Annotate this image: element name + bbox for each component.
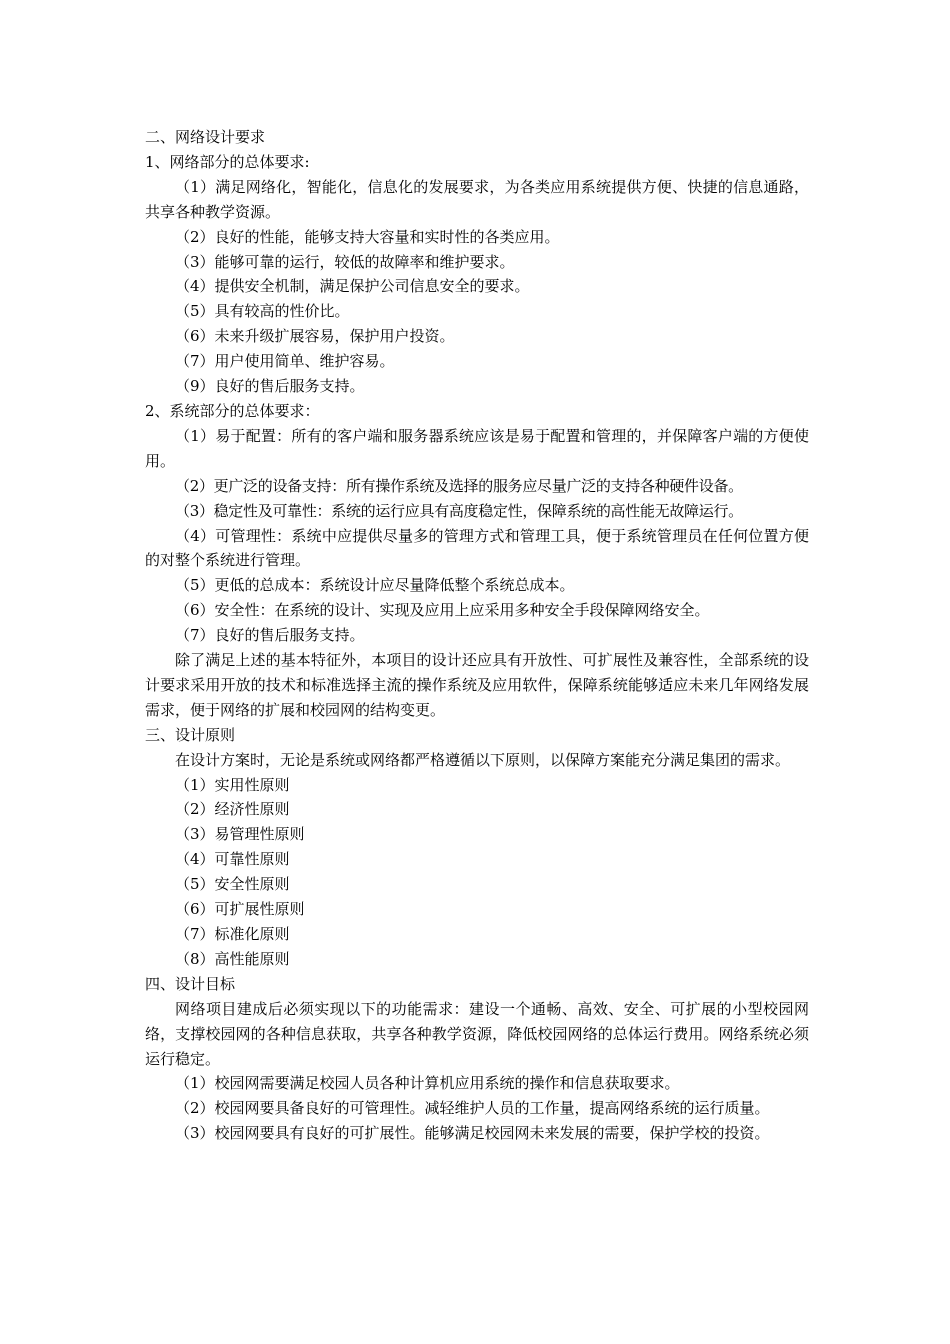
list-item: （3）易管理性原则 [175,825,305,844]
list-item: （9）良好的售后服务支持。 [175,377,365,396]
list-item: （2）良好的性能，能够支持大容量和实时性的各类应用。 [175,227,560,246]
list-item: （8）高性能原则 [175,949,290,968]
section-heading-network-design-requirements: 二、网络设计要求 [145,128,266,146]
list-item: （5）具有较高的性价比。 [175,302,350,321]
list-item: （5）安全性原则 [175,875,290,894]
subsection-heading-system-requirements: 2、系统部分的总体要求： [145,401,320,420]
list-item: （4）可靠性原则 [175,850,290,869]
list-item: （3）校园网要具有良好的可扩展性。能够满足校园网未来发展的需要，保护学校的投资。 [175,1124,770,1143]
list-item: （2）更广泛的设备支持：所有操作系统及选择的服务应尽量广泛的支持各种硬件设备。 [175,476,743,495]
list-item: （6）可扩展性原则 [175,900,305,919]
list-item: （3）能够可靠的运行，较低的故障率和维护要求。 [175,252,515,271]
list-item: （7）标准化原则 [175,925,290,943]
list-item: （3）稳定性及可靠性：系统的运行应具有高度稳定性，保障系统的高性能无故障运行。 [175,501,743,520]
list-item: （7）用户使用简单、维护容易。 [175,352,395,371]
document-page [145,125,809,1146]
intro-paragraph: 网络项目建成后必须实现以下的功能需求：建设一个通畅、高效、安全、可扩展的小型校园网络，支撑校园网的各种信息获取，共享各种教学资源，降低校园网络的总体运行费用。网络系统必须运行稳定。 [145,999,809,1068]
list-item: （2）校园网要具备良好的可管理性。减轻维护人员的工作量，提高网络系统的运行质量。 [175,1099,770,1118]
list-item: （4）提供安全机制，满足保护公司信息安全的要求。 [175,277,530,296]
section-heading-design-principles: 三、设计原则 [145,725,236,744]
list-item: （4）可管理性：系统中应提供尽量多的管理方式和管理工具，便于系统管理员在任何位置方便的对整个系统进行管理。 [145,526,809,570]
section-heading-design-goals: 四、设计目标 [145,974,236,993]
summary-paragraph: 除了满足上述的基本特征外，本项目的设计还应具有开放性、可扩展性及兼容性，全部系统的设计要求采用开放的技术和标准选择主流的操作系统及应用软件，保障系统能够适应未来几年网络发展需求，便于网络的扩展和校园网的结构变更。 [145,651,809,719]
list-item: （5）更低的总成本：系统设计应尽量降低整个系统总成本。 [175,576,575,595]
list-item: （2）经济性原则 [175,800,290,819]
list-item: （1）易于配置：所有的客户端和服务器系统应该是易于配置和管理的，并保障客户端的方便使用。 [145,426,809,470]
list-item: （1）实用性原则 [175,775,290,794]
list-item: （6）未来升级扩展容易，保护用户投资。 [175,327,455,346]
list-item: （7）良好的售后服务支持。 [175,626,365,645]
list-item: （1）校园网需要满足校园人员各种计算机应用系统的操作和信息获取要求。 [175,1074,680,1093]
subsection-heading-network-requirements: 1、网络部分的总体要求: [145,152,310,171]
intro-paragraph: 在设计方案时，无论是系统或网络都严格遵循以下原则，以保障方案能充分满足集团的需求。 [175,750,791,769]
list-item: （1）满足网络化，智能化，信息化的发展要求，为各类应用系统提供方便、快捷的信息通路，共享各种教学资源。 [145,177,809,221]
list-item: （6）安全性：在系统的设计、实现及应用上应采用多种安全手段保障网络安全。 [175,601,710,620]
